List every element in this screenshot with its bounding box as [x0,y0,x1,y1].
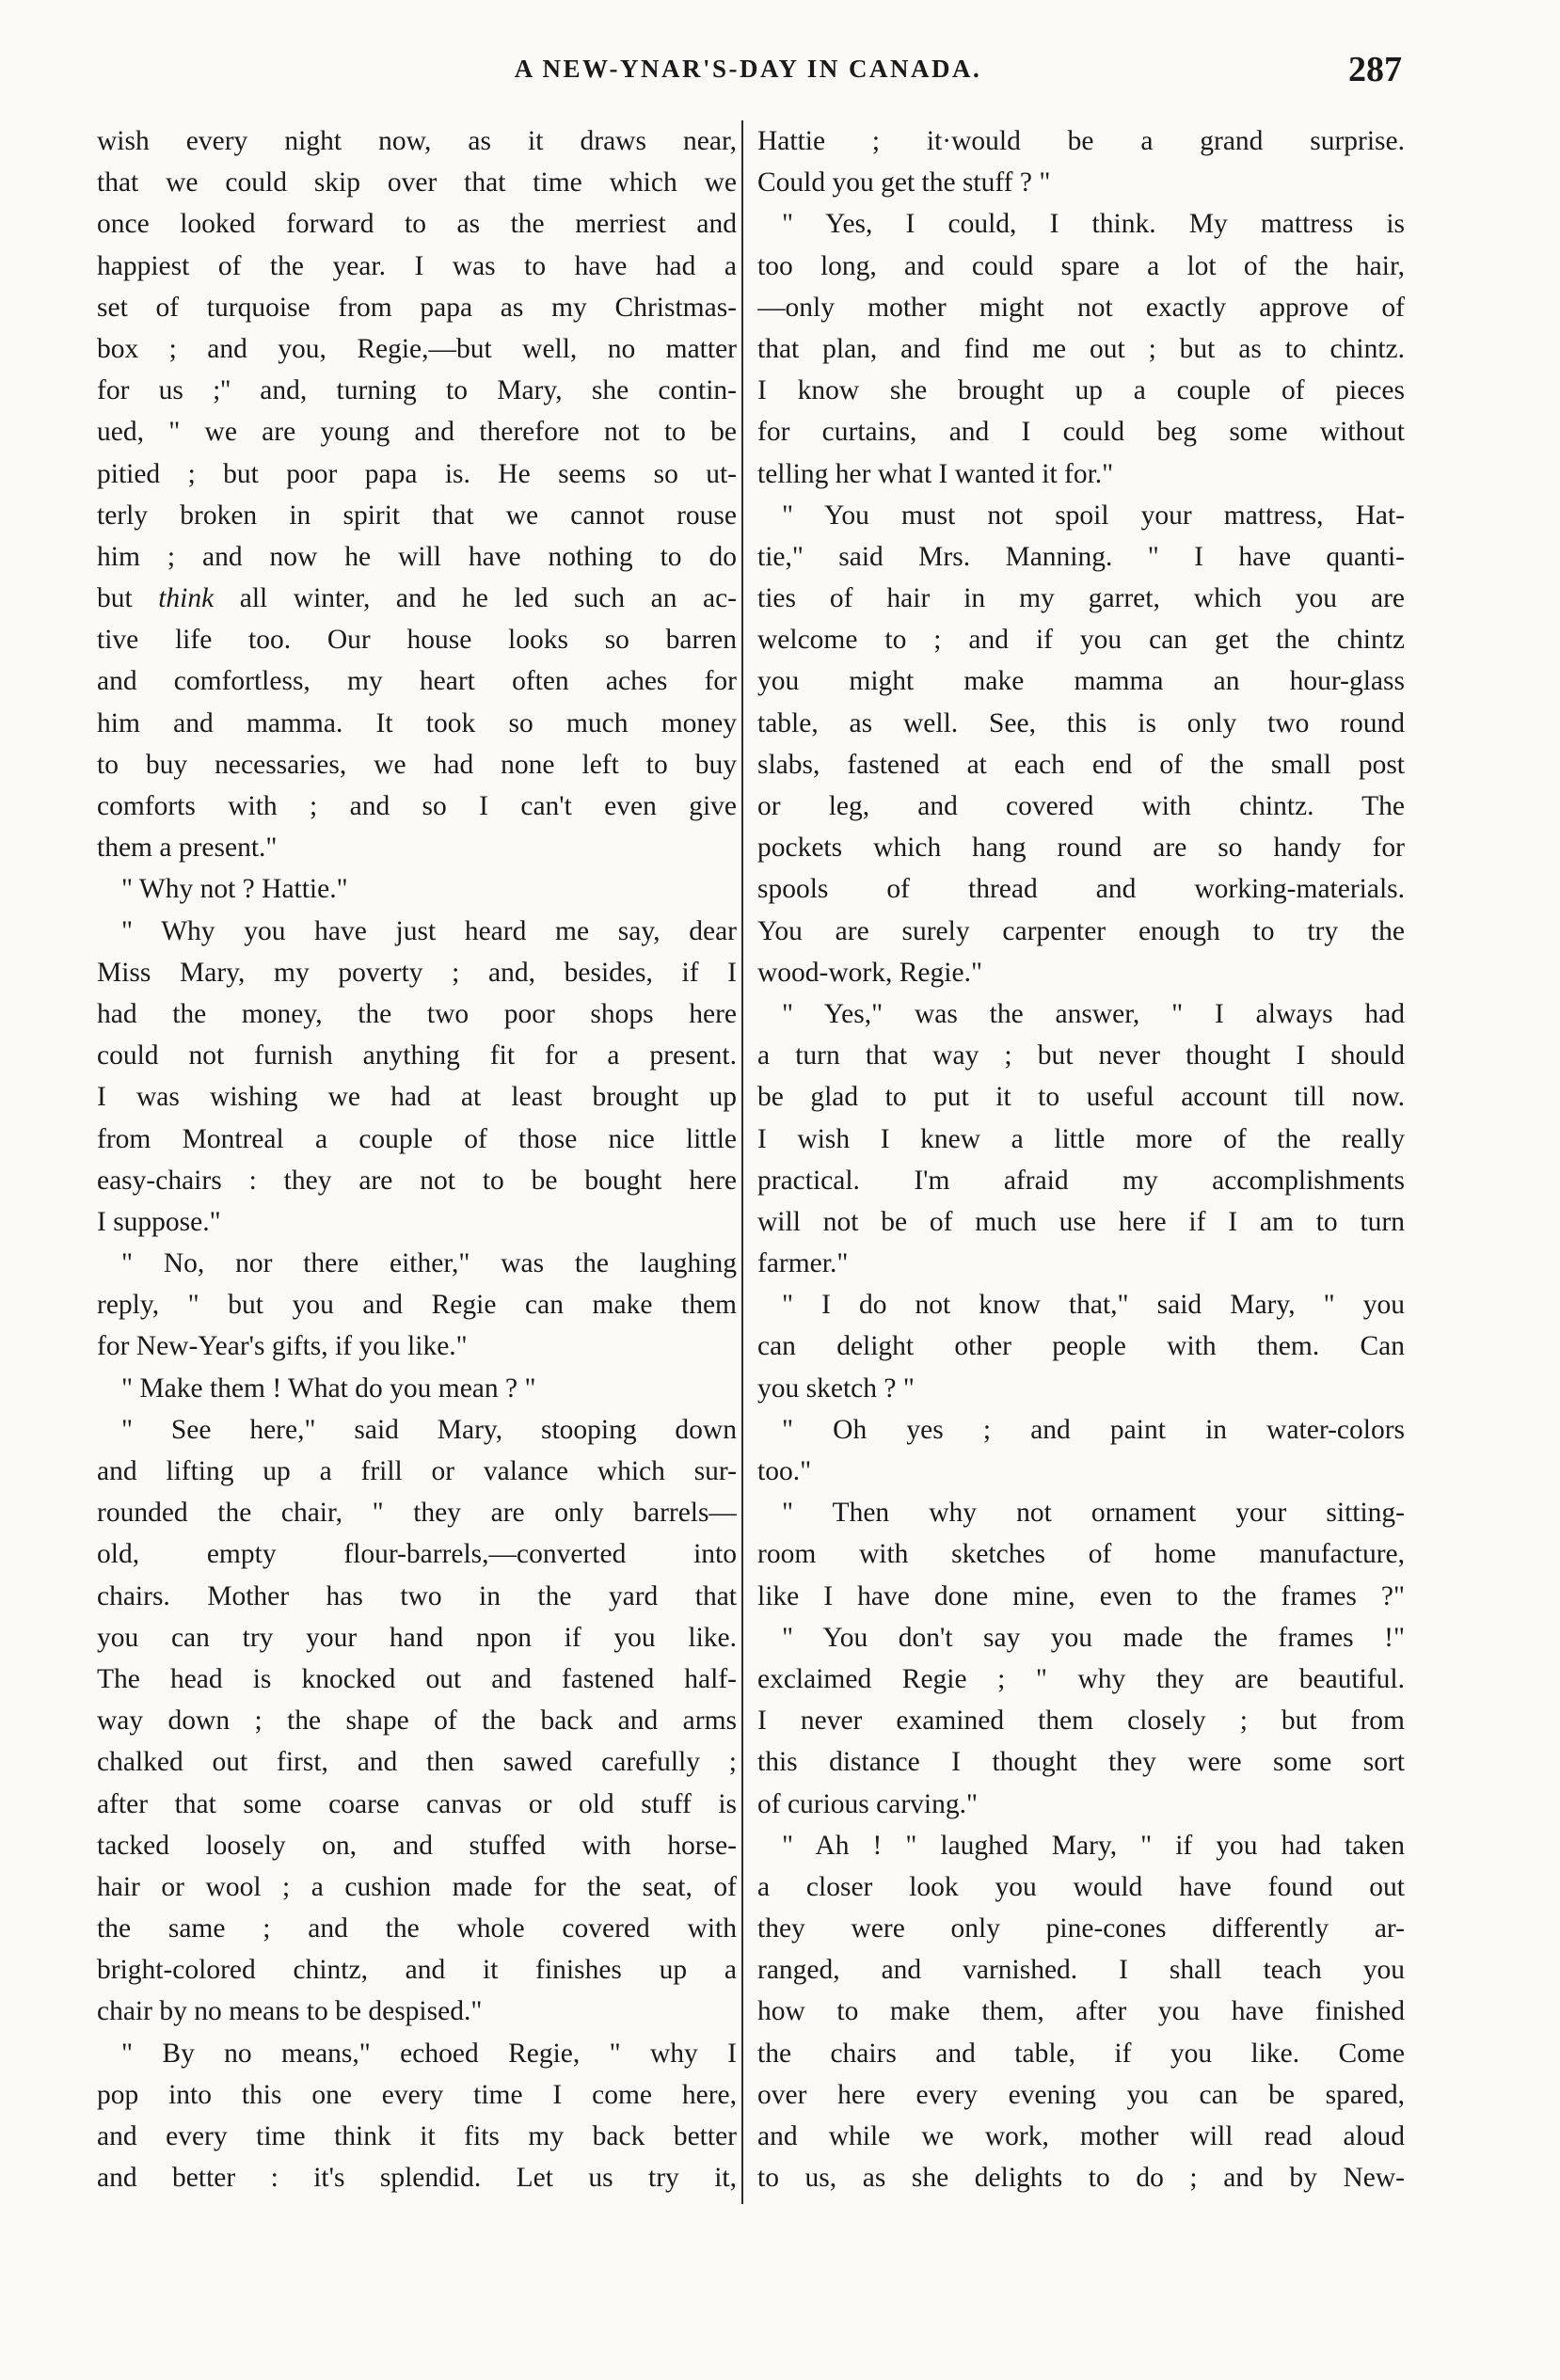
text-line: of curious carving." [757,1788,979,1819]
text-line: could not furnish anything fit for a present. [97,1040,737,1071]
text-line: " Why not ? Hattie." [121,874,348,905]
text-line: " You don't say you made the frames !" [782,1622,1405,1653]
text-line: for us ;'' and, turning to Mary, she contin- [97,375,737,406]
text-line: " Then why not ornament your sitting- [782,1498,1405,1529]
text-line: " Ah ! " laughed Mary, " if you had taken [782,1830,1405,1861]
text-line: reply, " but you and Regie can make them [97,1290,737,1321]
running-title: A NEW-YNAR'S-DAY IN CANADA. [514,55,982,83]
text-line: be glad to put it to useful account till now. [757,1082,1405,1113]
text-line: " Yes," was the answer, " I always had [782,998,1405,1029]
page-number: 287 [1348,50,1402,89]
text-line: the chairs and table, if you like. Come [757,2038,1405,2069]
text-line: You are surely carpenter enough to try the [757,915,1405,946]
text-line: to us, as she delights to do ; and by New- [757,2163,1405,2194]
text-line: pop into this one every time I come here, [97,2079,737,2110]
text-line: to buy necessaries, we had none left to buy [97,749,737,780]
text-line: I know she brought up a couple of pieces [757,375,1405,406]
text-line: hair or wool ; a cushion made for the seat, of [97,1871,737,1902]
text-line: slabs, fastened at each end of the small post [757,749,1405,780]
text-line: and comfortless, my heart often aches for [97,666,737,697]
text-line: " Why you have just heard me say, dear [121,915,737,946]
text-line: spools of thread and working-materials. [757,874,1405,905]
text-line: box ; and you, Regie,—but well, no matter [97,333,737,364]
text-line: " Oh yes ; and paint in water-colors [782,1414,1405,1445]
text-line: him and mamma. It took so much money [97,707,737,738]
text-line: tie," said Mrs. Manning. " I have quanti- [757,541,1405,572]
text-line: room with sketches of home manufacture, [757,1539,1405,1570]
text-line: him ; and now he will have nothing to do [97,541,737,572]
text-line: happiest of the year. I was to have had a [97,250,737,281]
text-line: easy-chairs : they are not to be bought here [97,1165,737,1196]
text-line: welcome to ; and if you can get the chintz [757,625,1405,656]
text-line: that plan, and find me out ; but as to chintz. [757,333,1405,364]
text-line: " See here," said Mary, stooping down [121,1414,737,1445]
text-line: " Make them ! What do you mean ? " [121,1372,536,1404]
text-line: or leg, and covered with chintz. The [757,791,1405,821]
text-line: I suppose." [97,1206,221,1237]
text-line: from Montreal a couple of those nice little [97,1123,737,1154]
text-line: I was wishing we had at least brought up [97,1082,737,1113]
text-line: table, as well. See, this is only two round [757,707,1405,738]
text-line: once looked forward to as the merriest and [97,209,737,240]
text-line: had the money, the two poor shops here [97,998,737,1029]
text-line: for New-Year's gifts, if you like." [97,1331,468,1362]
text-line: can delight other people with them. Can [757,1331,1405,1362]
right-column [757,120,1405,2198]
text-line: you sketch ? " [757,1372,915,1404]
text-line: telling her what I wanted it for." [757,458,1114,489]
text-line: exclaimed Regie ; " why they are beautiful. [757,1663,1405,1694]
text-line: and better : it's splendid. Let us try it, [97,2163,737,2194]
text-line: Could you get the stuff ? " [757,167,1051,198]
text-line: how to make them, after you have finished [757,1996,1405,2027]
text-line: " By no means," echoed Regie, " why I [121,2038,737,2069]
text-line: and every time think it fits my back better [97,2121,737,2151]
text-line: Miss Mary, my poverty ; and, besides, if I [97,957,737,988]
text-line: " You must not spoil your mattress, Hat- [782,500,1405,531]
text-line: " No, nor there either," was the laughing [121,1248,737,1279]
text-line: will not be of much use here if I am to turn [757,1206,1405,1237]
text-line: comforts with ; and so I can't even give [97,791,737,821]
text-line: after that some coarse canvas or old stuff is [97,1788,737,1819]
text-line: I wish I knew a little more of the really [757,1123,1405,1154]
text-line: The head is knocked out and fastened half- [97,1663,737,1694]
text-line: " I do not know that," said Mary, " you [782,1290,1405,1321]
text-line: wish every night now, as it draws near, [97,126,737,156]
text-line: ties of hair in my garret, which you are [757,583,1405,614]
text-line: this distance I thought they were some sort [757,1747,1405,1778]
text-line: the same ; and the whole covered with [97,1913,737,1944]
text-line: and lifting up a frill or valance which sur- [97,1456,737,1486]
text-line: too long, and could spare a lot of the hair, [757,250,1405,281]
text-line: " Yes, I could, I think. My mattress is [782,209,1405,240]
text-line: a turn that way ; but never thought I should [757,1040,1405,1071]
text-line: way down ; the shape of the back and arms [97,1706,737,1737]
page-header [94,49,1402,96]
text-line: tacked loosely on, and stuffed with horse- [97,1830,737,1861]
text-line: but think all winter, and he led such an ac- [97,583,737,614]
text-line: them a present." [97,833,278,864]
text-line: Hattie ; it·would be a grand surprise. [757,126,1405,156]
text-line: practical. I'm afraid my accomplishments [757,1165,1405,1196]
text-line: for curtains, and I could beg some without [757,417,1405,448]
text-line: like I have done mine, even to the frames ?" [757,1580,1405,1611]
text-line: rounded the chair, " they are only barrels— [97,1498,737,1529]
text-line: chairs. Mother has two in the yard that [97,1580,737,1611]
text-line: chair by no means to be despised." [97,1996,483,2027]
text-line: pockets which hang round are so handy for [757,833,1405,864]
left-column [97,120,737,2198]
text-line: farmer." [757,1248,849,1279]
text-line: wood-work, Regie." [757,957,982,988]
text-line: ranged, and varnished. I shall teach you [757,1955,1405,1986]
text-line: too." [757,1456,812,1486]
text-line: —only mother might not exactly approve of [757,292,1405,323]
text-line: chalked out first, and then sawed carefully ; [97,1747,737,1778]
text-line: pitied ; but poor papa is. He seems so ut- [97,458,737,489]
text-line: I never examined them closely ; but from [757,1706,1405,1737]
text-line: they were only pine-cones differently ar- [757,1913,1405,1944]
text-line: you might make mamma an hour-glass [757,666,1405,697]
text-line: over here every evening you can be spared, [757,2079,1405,2110]
text-line: that we could skip over that time which we [97,167,737,198]
text-line: old, empty flour-barrels,—converted into [97,1539,737,1570]
text-line: and while we work, mother will read aloud [757,2121,1405,2151]
text-line: bright-colored chintz, and it finishes up a [97,1955,737,1986]
text-line: terly broken in spirit that we cannot rouse [97,500,737,531]
text-line: you can try your hand npon if you like. [97,1622,737,1653]
text-line: ued, " we are young and therefore not to be [97,417,737,448]
column-divider [741,120,743,2204]
text-line: set of turquoise from papa as my Christmas- [97,292,737,323]
text-line: tive life too. Our house looks so barren [97,625,737,656]
text-line: a closer look you would have found out [757,1871,1405,1902]
